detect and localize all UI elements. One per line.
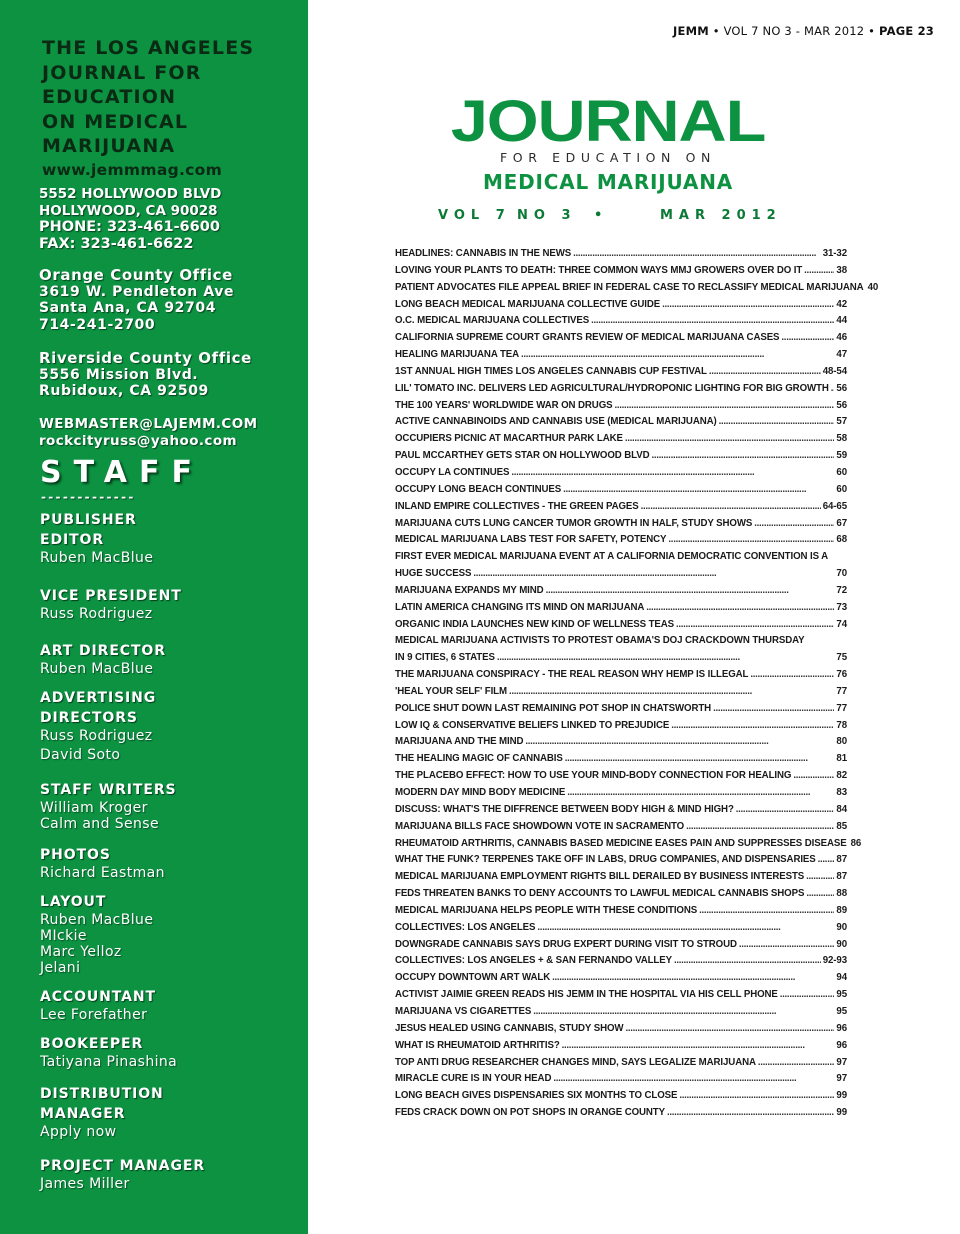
staff-name: Tatiyana Pinashina <box>40 1054 178 1070</box>
masthead-line: ON MEDICAL <box>42 110 189 133</box>
toc-entry[interactable] <box>395 1090 847 1107</box>
toc-title: DOWNGRADE CANNABIS SAYS DRUG EXPERT DURING VISIT TO STROUD <box>395 938 737 950</box>
email-link[interactable]: WEBMASTER@LAJEMM.COM <box>39 416 258 432</box>
toc-leader-dots <box>562 1040 835 1052</box>
toc-leader-dots <box>679 1090 834 1102</box>
staff-name: Richard Eastman <box>40 865 165 881</box>
journal-logo: JOURNAL <box>450 89 766 154</box>
toc-page: 44 <box>836 315 847 327</box>
toc-title: COLLECTIVES: LOS ANGELES <box>395 921 536 933</box>
toc-entry[interactable] <box>395 400 847 417</box>
toc-entry[interactable] <box>395 703 847 720</box>
toc-leader-dots <box>676 619 834 631</box>
toc-entry[interactable] <box>395 315 847 332</box>
toc-entry[interactable] <box>395 366 847 383</box>
toc-page: 88 <box>836 888 847 900</box>
staff-name: Calm and Sense <box>40 816 160 832</box>
issue-bullet: • <box>594 208 609 223</box>
toc-entry[interactable] <box>395 821 847 838</box>
toc-title: HEALING MARIJUANA TEA <box>395 349 520 361</box>
toc-page: 96 <box>836 1022 847 1034</box>
toc-page: 95 <box>836 989 847 1001</box>
toc-page: 59 <box>836 450 847 462</box>
toc-entry[interactable] <box>395 383 847 400</box>
toc-leader-dots <box>553 1073 834 1085</box>
toc-page: 94 <box>836 972 847 984</box>
website-link[interactable]: www.jemmmag.com <box>42 161 223 179</box>
address-city: HOLLYWOOD, CA 90028 <box>39 202 218 219</box>
toc-page: 57 <box>836 416 847 428</box>
toc-page: 83 <box>836 787 847 798</box>
toc-title: LATIN AMERICA CHANGING ITS MIND ON MARIJUANA <box>395 601 645 613</box>
staff-writers <box>40 780 177 832</box>
toc-entry[interactable] <box>395 871 847 888</box>
toc-title: JESUS HEALED USING CANNABIS, STUDY SHOW <box>395 1022 624 1034</box>
toc-entry[interactable] <box>395 753 847 770</box>
office-title: Orange County Office <box>39 266 233 284</box>
toc-title: COLLECTIVES: LOS ANGELES + & SAN FERNANDO VALLEY <box>395 955 672 967</box>
toc-leader-dots <box>831 383 835 395</box>
toc-title: MARIJUANA AND THE MIND <box>395 736 524 748</box>
toc-title: HUGE SUCCESS <box>395 568 472 580</box>
toc-title: RHEUMATOID ARTHRITIS, CANNABIS BASED MEDICINE EASES PAIN AND SUPPRESSES DISEASE <box>395 837 847 849</box>
toc-entry[interactable] <box>395 1040 847 1057</box>
toc-leader-dots <box>565 753 835 765</box>
staff-name: William Kroger <box>40 800 148 816</box>
table-of-contents <box>395 248 879 1124</box>
toc-page: 70 <box>836 568 847 580</box>
toc-leader-dots <box>818 854 835 866</box>
toc-leader-dots <box>563 484 834 496</box>
toc-page: 99 <box>836 1107 847 1119</box>
toc-page: 72 <box>836 584 847 596</box>
toc-entry[interactable] <box>395 736 847 753</box>
toc-page: 75 <box>836 652 847 664</box>
toc-entry[interactable] <box>395 837 862 855</box>
staff-art-director <box>40 641 166 677</box>
toc-entry[interactable] <box>395 416 847 433</box>
toc-title: FEDS CRACK DOWN ON POT SHOPS IN ORANGE COUNTY <box>395 1107 665 1119</box>
toc-page: 60 <box>836 466 847 478</box>
issue-date: MAR 2012 <box>660 208 782 223</box>
staff-name: Ruben MacBlue <box>40 550 154 566</box>
toc-leader-dots <box>713 703 834 715</box>
toc-page: 87 <box>836 871 847 883</box>
toc-entry[interactable] <box>395 299 847 316</box>
main-office-address <box>39 186 221 252</box>
toc-entry[interactable] <box>395 281 879 299</box>
logo-tagline: MEDICAL MARIJUANA <box>482 170 734 194</box>
toc-leader-dots <box>686 821 834 833</box>
toc-entry[interactable] <box>395 989 847 1006</box>
toc-leader-dots <box>793 770 834 782</box>
toc-leader-dots <box>671 720 834 732</box>
toc-title: MEDICAL MARIJUANA HELPS PEOPLE WITH THESE CONDITIONS <box>395 904 698 916</box>
toc-leader-dots <box>473 568 834 580</box>
office-city: Santa Ana, CA 92704 <box>39 300 217 317</box>
masthead-line: THE LOS ANGELES <box>42 37 255 59</box>
staff-project-manager <box>40 1156 205 1192</box>
toc-leader-dots <box>509 686 834 698</box>
logo-subtitle: FOR EDUCATION ON <box>500 150 716 165</box>
toc-title: LOVING YOUR PLANTS TO DEATH: THREE COMMON WAYS MMJ GROWERS OVER DO IT <box>395 264 803 276</box>
toc-leader-dots <box>668 534 834 546</box>
toc-title: MARIJUANA VS CIGARETTES <box>395 1005 532 1017</box>
publication-name: JEMM <box>673 24 709 38</box>
running-header <box>673 24 934 38</box>
staff-heading: STAFF <box>40 455 204 490</box>
staff-photos <box>40 845 165 881</box>
toc-entry[interactable] <box>395 888 847 905</box>
office-phone: 714-241-2700 <box>39 316 156 333</box>
toc-page: 48-54 <box>822 365 847 377</box>
toc-title: OCCUPY LONG BEACH CONTINUES <box>395 483 562 495</box>
orange-county-office <box>39 267 234 333</box>
address-fax: FAX: 323-461-6622 <box>39 235 194 252</box>
staff-role: PROJECT MANAGER <box>40 1158 206 1174</box>
staff-advertising-directors <box>40 688 156 763</box>
toc-entry[interactable] <box>395 501 847 518</box>
toc-title: OCCUPY LA CONTINUES <box>395 466 510 478</box>
toc-entry[interactable] <box>395 332 847 349</box>
address-phone: PHONE: 323-461-6600 <box>39 219 220 235</box>
staff-name: Russ Rodriguez <box>40 728 153 744</box>
toc-title: LOW IQ & CONSERVATIVE BELIEFS LINKED TO PREJUDICE <box>395 719 670 731</box>
toc-entry[interactable] <box>395 248 847 265</box>
staff-role: VICE PRESIDENT <box>40 588 182 604</box>
toc-page: 89 <box>836 904 847 916</box>
toc-page: 64-65 <box>822 500 847 512</box>
toc-page: 76 <box>836 669 847 681</box>
staff-name: Ruben MacBlue <box>40 661 154 677</box>
office-title: Riverside County Office <box>39 349 252 367</box>
toc-page: 97 <box>836 1073 847 1085</box>
masthead-line: EDUCATION <box>42 86 177 108</box>
toc-leader-dots <box>646 602 834 614</box>
office-city: Rubidoux, CA 92509 <box>39 383 209 400</box>
toc-title: THE MARIJUANA CONSPIRACY - THE REAL REASON WHY HEMP IS ILLEGAL <box>395 669 749 681</box>
staff-name: James Miller <box>40 1176 130 1192</box>
toc-title: TOP ANTI DRUG RESEARCHER CHANGES MIND, SAYS LEGALIZE MARIJUANA <box>395 1056 756 1068</box>
staff-name: David Soto <box>40 747 121 763</box>
toc-title: DISCUSS: WHAT'S THE DIFFRENCE BETWEEN BODY HIGH & MIND HIGH? <box>395 803 734 815</box>
toc-title: OCCUPY DOWNTOWN ART WALK <box>395 972 551 984</box>
staff-divider: ------------- <box>41 490 136 504</box>
toc-page: 73 <box>836 601 847 613</box>
toc-leader-dots <box>537 922 834 934</box>
toc-entry[interactable] <box>395 787 847 804</box>
toc-leader-dots <box>511 467 834 479</box>
toc-leader-dots <box>674 955 821 967</box>
toc-page: 96 <box>836 1039 847 1051</box>
toc-title: PATIENT ADVOCATES FILE APPEAL BRIEF IN FEDERAL CASE TO RECLASSIFY MEDICAL MARIJUANA <box>395 281 864 293</box>
toc-page: 77 <box>836 702 847 714</box>
masthead-line: MARIJUANA <box>42 135 176 157</box>
toc-title: MARIJUANA CUTS LUNG CANCER TUMOR GROWTH IN HALF, STUDY SHOWS <box>395 517 753 529</box>
toc-page: 42 <box>836 298 847 310</box>
toc-entry[interactable] <box>395 484 847 501</box>
toc-page: 46 <box>836 332 847 344</box>
toc-leader-dots <box>709 366 821 378</box>
staff-publisher-editor <box>40 510 153 566</box>
toc-leader-dots <box>641 501 821 513</box>
toc-entry[interactable] <box>395 854 847 871</box>
toc-title: LONG BEACH GIVES DISPENSARIES SIX MONTHS TO CLOSE <box>395 1090 678 1102</box>
toc-entry[interactable] <box>395 602 847 619</box>
issue-volume: VOL 7 <box>438 208 511 223</box>
toc-entry[interactable] <box>395 652 847 669</box>
toc-page: 84 <box>836 803 847 815</box>
staff-role: PHOTOS <box>40 847 111 863</box>
toc-leader-dots <box>591 315 834 327</box>
toc-entry[interactable] <box>395 1107 847 1124</box>
toc-title: LONG BEACH MEDICAL MARIJUANA COLLECTIVE GUIDE <box>395 298 661 310</box>
toc-leader-dots <box>573 248 821 260</box>
toc-leader-dots <box>739 939 835 951</box>
toc-title: FIRST EVER MEDICAL MARIJUANA EVENT AT A CALIFORNIA DEMOCRATIC CONVENTION IS A <box>395 551 829 563</box>
staff-role: MANAGER <box>40 1106 126 1122</box>
toc-page: 97 <box>836 1056 847 1068</box>
toc-leader-dots <box>806 871 834 883</box>
toc-title: MEDICAL MARIJUANA EMPLOYMENT RIGHTS BILL DERAILED BY BUSINESS INTERESTS <box>395 871 805 883</box>
toc-leader-dots <box>719 416 835 428</box>
toc-page: 58 <box>836 433 847 445</box>
toc-page: 68 <box>836 534 847 546</box>
toc-page: 47 <box>836 349 847 361</box>
staff-role: DIRECTORS <box>40 710 138 726</box>
toc-page: 90 <box>836 921 847 933</box>
staff-role: BOOKEEPER <box>40 1036 144 1052</box>
toc-leader-dots <box>758 1057 835 1069</box>
toc-title: POLICE SHUT DOWN LAST REMAINING POT SHOP IN CHATSWORTH <box>395 702 712 714</box>
toc-page: 95 <box>836 1005 847 1017</box>
email-link[interactable]: rockcityruss@yahoo.com <box>39 432 237 449</box>
staff-role: LAYOUT <box>40 894 107 910</box>
toc-leader-dots <box>615 400 835 412</box>
toc-title: CALIFORNIA SUPREME COURT GRANTS REVIEW OF MEDICAL MARIJUANA CASES <box>395 332 780 344</box>
toc-page: 60 <box>836 483 847 495</box>
toc-page: 31-32 <box>822 248 847 259</box>
toc-leader-dots <box>533 1006 834 1018</box>
staff-role: ART DIRECTOR <box>40 643 166 659</box>
toc-leader-dots <box>750 669 834 681</box>
toc-title: PAUL MCCARTHEY GETS STAR ON HOLLYWOOD BLVD <box>395 450 650 462</box>
toc-entry[interactable] <box>395 939 847 956</box>
toc-leader-dots <box>662 299 834 311</box>
toc-leader-dots <box>699 905 834 917</box>
toc-entry[interactable] <box>395 1073 847 1090</box>
toc-leader-dots <box>552 972 834 984</box>
toc-title: THE 100 YEARS' WORLDWIDE WAR ON DRUGS <box>395 399 613 411</box>
toc-leader-dots <box>497 652 835 664</box>
toc-entry[interactable] <box>395 972 847 989</box>
toc-title: ACTIVE CANNABINOIDS AND CANNABIS USE (MEDICAL MARIJUANA) <box>395 416 717 428</box>
toc-entry[interactable] <box>395 686 847 703</box>
toc-entry[interactable] <box>395 922 847 939</box>
toc-page: 67 <box>836 517 847 529</box>
toc-title: MODERN DAY MIND BODY MEDICINE <box>395 787 566 798</box>
toc-leader-dots <box>780 989 835 1001</box>
toc-page: 87 <box>836 854 847 866</box>
staff-name: Lee Forefather <box>40 1007 148 1023</box>
toc-page: 56 <box>836 382 847 394</box>
toc-entry[interactable] <box>395 770 847 787</box>
sidebar <box>0 0 308 1234</box>
toc-page: 99 <box>836 1090 847 1102</box>
toc-entry[interactable] <box>395 905 847 922</box>
toc-leader-dots <box>736 804 835 816</box>
toc-title: MEDICAL MARIJUANA LABS TEST FOR SAFETY, POTENCY <box>395 534 667 546</box>
toc-title: HEADLINES: CANNABIS IN THE NEWS <box>395 248 572 259</box>
masthead-line: JOURNAL FOR <box>42 61 202 84</box>
toc-page: 80 <box>836 736 847 748</box>
toc-leader-dots <box>625 1023 834 1035</box>
office-street: 5556 Mission Blvd. <box>39 366 199 383</box>
toc-page: 38 <box>836 264 847 276</box>
toc-leader-dots <box>806 888 834 900</box>
toc-page: 78 <box>836 719 847 731</box>
toc-title: INLAND EMPIRE COLLECTIVES - THE GREEN PAGES <box>395 500 639 512</box>
toc-title: THE PLACEBO EFFECT: HOW TO USE YOUR MIND-BODY CONNECTION FOR HEALING <box>395 770 792 782</box>
toc-page: 85 <box>836 820 847 832</box>
toc-page: 92-93 <box>822 955 847 967</box>
toc-page: 40 <box>867 281 879 293</box>
staff-role: PUBLISHER <box>40 512 137 528</box>
staff-name: Marc Yelloz <box>40 944 122 960</box>
toc-title: OCCUPIERS PICNIC AT MACARTHUR PARK LAKE <box>395 433 623 445</box>
header-separator: • <box>868 24 876 38</box>
page-number: PAGE 23 <box>879 24 934 38</box>
toc-title: ORGANIC INDIA LAUNCHES NEW KIND OF WELLNESS TEAS <box>395 618 675 630</box>
toc-title: MIRACLE CURE IS IN YOUR HEAD <box>395 1073 552 1085</box>
toc-entry[interactable] <box>395 534 847 551</box>
issue-info: VOL 7 NO 3 - MAR 2012 <box>723 24 865 38</box>
address-street: 5552 HOLLYWOOD BLVD <box>39 186 222 202</box>
toc-page: 74 <box>836 618 847 630</box>
toc-page: 86 <box>850 837 862 849</box>
staff-layout <box>40 892 153 976</box>
toc-entry[interactable] <box>395 568 847 585</box>
toc-leader-dots <box>525 736 834 748</box>
toc-page: 81 <box>836 753 847 765</box>
toc-title: MEDICAL MARIJUANA ACTIVISTS TO PROTEST OBAMA'S DOJ CRACKDOWN THURSDAY <box>395 635 805 647</box>
toc-leader-dots <box>804 265 834 277</box>
toc-leader-dots <box>546 585 835 597</box>
staff-name: Jelani <box>40 960 81 976</box>
toc-entry[interactable] <box>395 265 847 282</box>
toc-entry[interactable] <box>395 518 847 535</box>
toc-entry[interactable] <box>395 467 847 484</box>
toc-page: 82 <box>836 770 847 782</box>
toc-leader-dots <box>521 349 834 361</box>
header-separator: • <box>712 24 720 38</box>
toc-leader-dots <box>667 1107 834 1119</box>
toc-entry[interactable] <box>395 669 847 686</box>
staff-name: Apply now <box>40 1124 117 1140</box>
toc-leader-dots <box>781 332 834 344</box>
toc-leader-dots <box>754 518 834 530</box>
riverside-county-office <box>39 350 252 400</box>
toc-leader-dots <box>567 787 834 799</box>
staff-distribution-manager <box>40 1084 164 1140</box>
staff-role: DISTRIBUTION <box>40 1086 164 1102</box>
toc-entry[interactable] <box>395 1006 847 1023</box>
toc-page: 77 <box>836 685 847 697</box>
toc-title: MARIJUANA EXPANDS MY MIND <box>395 584 544 596</box>
toc-title: IN 9 CITIES, 6 STATES <box>395 652 495 664</box>
toc-page: 90 <box>836 938 847 950</box>
toc-entry[interactable] <box>395 1023 847 1040</box>
toc-title: 'HEAL YOUR SELF' FILM <box>395 685 507 697</box>
toc-title: WHAT THE FUNK? TERPENES TAKE OFF IN LABS, DRUG COMPANIES, AND DISPENSARIES <box>395 854 816 866</box>
toc-entry[interactable] <box>395 551 847 568</box>
staff-accountant <box>40 987 156 1023</box>
staff-role: ADVERTISING <box>40 690 157 706</box>
toc-title: LIL' TOMATO INC. DELIVERS LED AGRICULTURAL/HYDROPONIC LIGHTING FOR BIG GROWTH <box>395 382 829 394</box>
office-street: 3619 W. Pendleton Ave <box>39 283 235 300</box>
toc-title: WHAT IS RHEUMATOID ARTHRITIS? <box>395 1039 560 1051</box>
toc-entry[interactable] <box>395 433 847 450</box>
toc-title: FEDS THREATEN BANKS TO DENY ACCOUNTS TO LAWFUL MEDICAL CANNABIS SHOPS <box>395 888 805 900</box>
toc-title: MARIJUANA BILLS FACE SHOWDOWN VOTE IN SACRAMENTO <box>395 820 685 832</box>
toc-entry[interactable] <box>395 585 847 602</box>
toc-leader-dots <box>625 433 835 445</box>
toc-entry[interactable] <box>395 635 847 652</box>
toc-title: THE HEALING MAGIC OF CANNABIS <box>395 753 563 765</box>
staff-name: MIckie <box>40 928 87 944</box>
staff-role: STAFF WRITERS <box>40 782 177 798</box>
contact-emails <box>39 416 257 449</box>
toc-entry[interactable] <box>395 955 847 972</box>
toc-entry[interactable] <box>395 450 847 467</box>
toc-entry[interactable] <box>395 619 847 636</box>
issue-number: NO 3 <box>517 208 577 223</box>
toc-title: 1ST ANNUAL HIGH TIMES LOS ANGELES CANNABIS CUP FESTIVAL <box>395 365 707 377</box>
masthead-title <box>42 36 254 159</box>
toc-entry[interactable] <box>395 349 847 366</box>
staff-role: ACCOUNTANT <box>40 989 156 1005</box>
toc-page: 56 <box>836 399 847 411</box>
toc-entry[interactable] <box>395 720 847 737</box>
staff-bookeeper <box>40 1034 177 1070</box>
staff-name: Russ Rodriguez <box>40 606 153 622</box>
toc-entry[interactable] <box>395 804 847 821</box>
staff-role: EDITOR <box>40 532 105 548</box>
toc-entry[interactable] <box>395 1057 847 1074</box>
toc-title: ACTIVIST JAIMIE GREEN READS HIS JEMM IN THE HOSPITAL VIA HIS CELL PHONE <box>395 989 778 1001</box>
staff-name: Ruben MacBlue <box>40 912 154 928</box>
staff-vice-president <box>40 586 182 622</box>
toc-title: O.C. MEDICAL MARIJUANA COLLECTIVES <box>395 315 590 327</box>
toc-leader-dots <box>652 450 835 462</box>
